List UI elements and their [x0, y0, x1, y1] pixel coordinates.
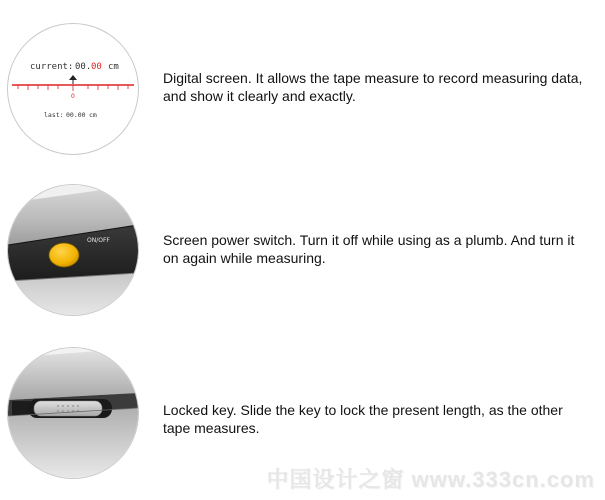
- current-label: current:: [30, 62, 74, 72]
- last-label: last:: [44, 111, 64, 119]
- last-value: 00.00: [66, 111, 86, 119]
- watermark-url: www.333cn.com: [411, 467, 595, 492]
- pointer-icon: [69, 75, 77, 80]
- digital-screen-display: [8, 24, 138, 154]
- scale-ticks: [18, 85, 128, 91]
- digital-screen-description: Digital screen. It allows the tape measure to record measuring data, and show it clearly and exactly.: [163, 70, 583, 104]
- power-switch-render: [8, 185, 138, 315]
- current-unit: cm: [108, 62, 119, 72]
- power-button[interactable]: [49, 243, 79, 267]
- zero-mark: 0: [71, 93, 75, 100]
- watermark-chinese: 中国设计之窗: [266, 468, 405, 493]
- locked-key-render: [8, 348, 138, 478]
- digital-screen-image: [8, 24, 138, 154]
- power-switch-description: Screen power switch. Turn it off while using as a plumb. And turn it on again while measuring.: [163, 232, 575, 266]
- switch-label: ON/OFF: [87, 237, 110, 244]
- locked-key-description: Locked key. Slide the key to lock the present length, as the other tape measures.: [163, 402, 563, 436]
- power-switch-image: [8, 185, 138, 315]
- current-value-red: 00: [91, 62, 102, 72]
- last-unit: cm: [89, 111, 97, 119]
- locked-key-image: [8, 348, 138, 478]
- watermark: [266, 463, 595, 494]
- current-value-main: 00.: [75, 62, 92, 72]
